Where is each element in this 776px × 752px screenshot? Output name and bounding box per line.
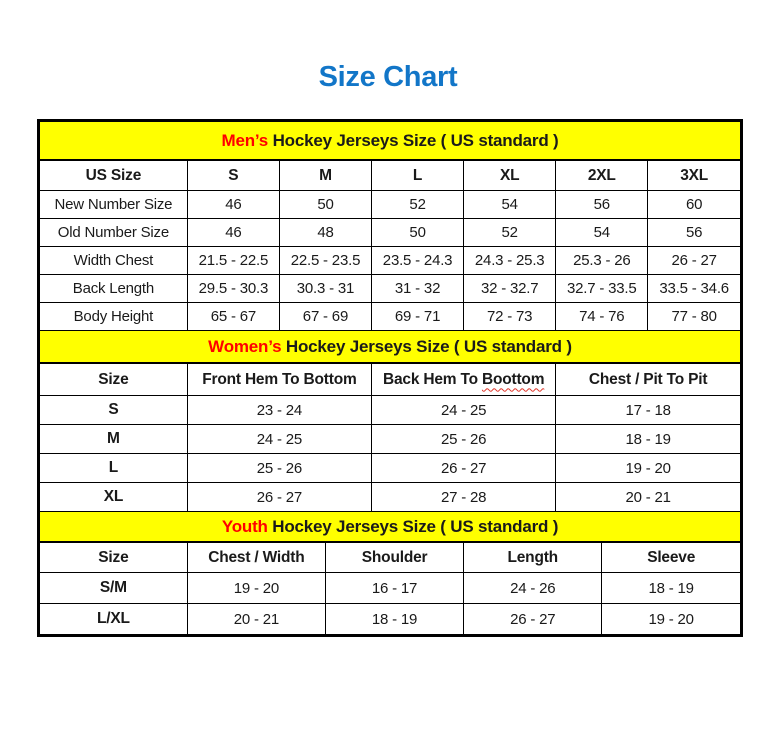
mens-value-cell: 50 [372, 219, 464, 247]
womens-column-header-1 [187, 364, 371, 396]
mens-value-cell: 31 - 32 [372, 275, 464, 303]
mens-column-header-4 [464, 161, 556, 191]
youth-value-cell: 24 - 26 [464, 573, 602, 604]
youth-column-header-3 [464, 543, 602, 573]
womens-value-cell: 18 - 19 [556, 425, 740, 454]
mens-section [40, 122, 740, 331]
mens-value-cell: 32.7 - 33.5 [556, 275, 648, 303]
mens-value-cell: 52 [464, 219, 556, 247]
womens-value-cell: 24 - 25 [187, 425, 371, 454]
mens-value-cell: 48 [279, 219, 371, 247]
column-header-label: US Size [85, 166, 142, 184]
mens-value-cell: 21.5 - 22.5 [187, 247, 279, 275]
mens-column-header-6 [648, 161, 740, 191]
mens-value-cell: 67 - 69 [279, 303, 371, 331]
womens-table-row [40, 454, 740, 483]
mens-section-banner [40, 122, 740, 161]
mens-row-label: New Number Size [40, 191, 187, 219]
mens-banner-text: Hockey Jerseys Size ( US standard ) [268, 130, 559, 150]
youth-table-row [40, 573, 740, 604]
youth-section-banner [40, 512, 740, 543]
womens-row-label: S [40, 396, 187, 425]
misspelled-word: Boottom [481, 370, 545, 388]
youth-value-cell: 19 - 20 [187, 573, 325, 604]
mens-value-cell: 29.5 - 30.3 [187, 275, 279, 303]
youth-value-cell: 19 - 20 [602, 604, 740, 635]
youth-column-header-0 [40, 543, 187, 573]
womens-section-banner [40, 331, 740, 364]
mens-row-label: Width Chest [40, 247, 187, 275]
mens-value-cell: 65 - 67 [187, 303, 279, 331]
womens-row-label: M [40, 425, 187, 454]
mens-value-cell: 30.3 - 31 [279, 275, 371, 303]
mens-column-header-0 [40, 161, 187, 191]
mens-column-header-1 [187, 161, 279, 191]
column-header-label: S [228, 166, 239, 184]
mens-value-cell: 24.3 - 25.3 [464, 247, 556, 275]
mens-value-cell: 50 [279, 191, 371, 219]
column-header-label: Shoulder [361, 548, 428, 566]
youth-banner-text: Hockey Jerseys Size ( US standard ) [267, 516, 559, 536]
womens-table-row [40, 483, 740, 512]
column-header-label: Size [98, 370, 129, 388]
mens-table-row [40, 275, 740, 303]
mens-table-row [40, 219, 740, 247]
mens-value-cell: 60 [648, 191, 740, 219]
youth-size-table [40, 543, 740, 634]
mens-row-label: Back Length [40, 275, 187, 303]
column-header-label: 2XL [587, 166, 616, 184]
mens-column-header-5 [556, 161, 648, 191]
mens-value-cell: 54 [556, 219, 648, 247]
womens-value-cell: 26 - 27 [187, 483, 371, 512]
youth-value-cell: 20 - 21 [187, 604, 325, 635]
mens-value-cell: 69 - 71 [372, 303, 464, 331]
mens-value-cell: 56 [556, 191, 648, 219]
mens-value-cell: 22.5 - 23.5 [279, 247, 371, 275]
youth-column-header-1 [187, 543, 325, 573]
youth-banner-accent: Youth [221, 516, 268, 536]
mens-row-label: Old Number Size [40, 219, 187, 247]
womens-value-cell: 25 - 26 [372, 425, 556, 454]
womens-column-header-3 [556, 364, 740, 396]
youth-value-cell: 16 - 17 [325, 573, 463, 604]
column-header-label: M [319, 166, 332, 184]
youth-row-label: S/M [40, 573, 187, 604]
mens-value-cell: 77 - 80 [648, 303, 740, 331]
mens-value-cell: 56 [648, 219, 740, 247]
mens-table-row [40, 303, 740, 331]
youth-column-header-4 [602, 543, 740, 573]
column-header-label: L [412, 166, 423, 184]
womens-section [40, 331, 740, 512]
youth-value-cell: 18 - 19 [602, 573, 740, 604]
mens-value-cell: 32 - 32.7 [464, 275, 556, 303]
womens-value-cell: 20 - 21 [556, 483, 740, 512]
womens-value-cell: 27 - 28 [372, 483, 556, 512]
column-header-label: Front Hem To Bottom [202, 370, 357, 388]
womens-banner-text: Hockey Jerseys Size ( US standard ) [281, 336, 572, 356]
column-header-label: Sleeve [647, 548, 696, 566]
womens-row-label: XL [40, 483, 187, 512]
youth-table-row [40, 604, 740, 635]
mens-value-cell: 46 [187, 191, 279, 219]
mens-banner-accent: Men’s [221, 130, 269, 150]
mens-value-cell: 74 - 76 [556, 303, 648, 331]
mens-size-table [40, 161, 740, 331]
womens-value-cell: 23 - 24 [187, 396, 371, 425]
womens-table-row [40, 425, 740, 454]
mens-value-cell: 54 [464, 191, 556, 219]
column-header-label: Back Hem To [383, 370, 482, 388]
page-title: Size Chart [318, 61, 458, 93]
youth-column-header-2 [325, 543, 463, 573]
mens-column-header-3 [372, 161, 464, 191]
mens-value-cell: 26 - 27 [648, 247, 740, 275]
column-header-label: Chest / Pit To Pit [588, 370, 708, 388]
womens-column-header-0 [40, 364, 187, 396]
mens-value-cell: 72 - 73 [464, 303, 556, 331]
mens-table-row [40, 247, 740, 275]
size-chart [37, 119, 743, 637]
mens-value-cell: 33.5 - 34.6 [648, 275, 740, 303]
womens-value-cell: 24 - 25 [372, 396, 556, 425]
column-header-label: Size [98, 548, 129, 566]
womens-value-cell: 19 - 20 [556, 454, 740, 483]
womens-row-label: L [40, 454, 187, 483]
mens-table-row [40, 191, 740, 219]
womens-value-cell: 26 - 27 [372, 454, 556, 483]
womens-value-cell: 25 - 26 [187, 454, 371, 483]
mens-row-label: Body Height [40, 303, 187, 331]
womens-value-cell: 17 - 18 [556, 396, 740, 425]
womens-column-header-2 [372, 364, 556, 396]
column-header-label: Length [507, 548, 558, 566]
mens-column-header-2 [279, 161, 371, 191]
column-header-label: 3XL [680, 166, 709, 184]
mens-value-cell: 46 [187, 219, 279, 247]
youth-section [40, 512, 740, 634]
youth-value-cell: 26 - 27 [464, 604, 602, 635]
mens-value-cell: 52 [372, 191, 464, 219]
womens-banner-accent: Women’s [208, 336, 282, 356]
column-header-label: XL [499, 166, 520, 184]
mens-value-cell: 23.5 - 24.3 [372, 247, 464, 275]
youth-value-cell: 18 - 19 [325, 604, 463, 635]
youth-row-label: L/XL [40, 604, 187, 635]
womens-table-row [40, 396, 740, 425]
mens-value-cell: 25.3 - 26 [556, 247, 648, 275]
womens-size-table [40, 364, 740, 512]
column-header-label: Chest / Width [208, 548, 305, 566]
